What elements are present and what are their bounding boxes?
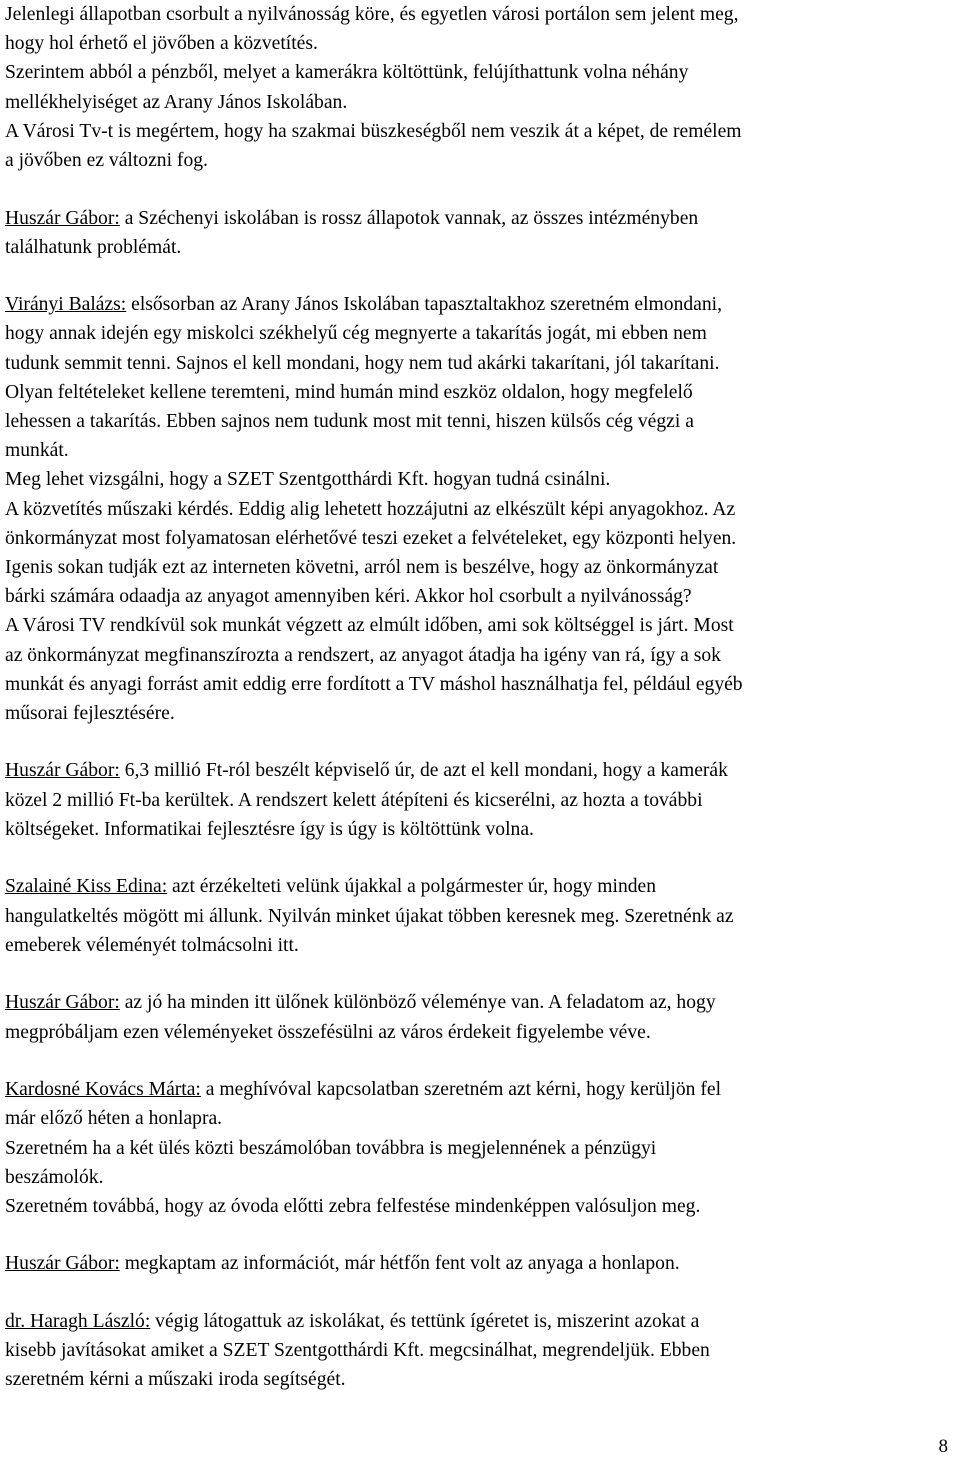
speaker-name: Szalainé Kiss Edina: [5, 876, 168, 898]
text-line: már előző héten a honlapra. [5, 1108, 223, 1130]
text-line: önkormányzat most folyamatosan elérhetővé teszi ezeket a felvételeket, egy központi helyen. [5, 527, 737, 549]
text-line [5, 1075, 955, 1104]
text-line: közel 2 millió Ft-ba kerültek. A rendszert kelett átépíteni és kicserélni, az hozta a további [5, 789, 703, 811]
text-line [5, 1307, 955, 1336]
text-line: szeretném kérni a műszaki iroda segítségét. [5, 1369, 346, 1391]
text-line: Igenis sokan tudják ezt az interneten követni, arról nem is beszélve, hogy az önkormányzat [5, 556, 719, 578]
speaker-name: Huszár Gábor: [5, 1253, 120, 1275]
speech-text: a Széchenyi iskolában is rossz állapotok vannak, az összes intézményben [119, 207, 699, 229]
text-line: mellékhelyiséget az Arany János Iskolában. [5, 91, 348, 113]
text-line: Olyan feltételeket kellene teremteni, mind humán mind eszköz oldalon, hogy megfelelő [5, 381, 693, 403]
speech-text: 6,3 millió Ft-ról beszélt képviselő úr, de azt el kell mondani, hogy a kamerák [119, 760, 728, 782]
text-line: A Városi Tv-t is megértem, hogy ha szakmai büszkeségből nem veszik át a képet, de remélem [5, 120, 742, 142]
text-line: hangulatkeltés mögött mi állunk. Nyilván minket újakat többen keresnek meg. Szeretnénk az [5, 905, 734, 927]
text-line [5, 204, 955, 233]
text-line: kisebb javításokat amiket a SZET Szentgotthárdi Kft. megcsinálhat, megrendeljük. Ebben [5, 1340, 710, 1362]
text-line: A Városi TV rendkívül sok munkát végzett az elmúlt időben, ami sok költséggel is járt. Most [5, 615, 734, 637]
speech-text: végig látogattuk az iskolákat, és tettünk ígéretet is, miszerint azokat a [150, 1311, 700, 1333]
text-line: Szeretném ha a két ülés közti beszámolóban továbbra is megjelennének a pénzügyi [5, 1137, 657, 1159]
paragraph-gap [5, 728, 955, 756]
text-line [5, 988, 955, 1017]
speaker-name: Huszár Gábor: [5, 207, 120, 229]
text-line [5, 756, 955, 785]
speaker-name: Huszár Gábor: [5, 992, 120, 1014]
text-line: munkát. [5, 440, 69, 462]
text-line: a jövőben ez változni fog. [5, 149, 208, 171]
text-line: találhatunk problémát. [5, 236, 182, 258]
text-line: hogy annak idején egy miskolci székhelyű cég megnyerte a takarítás jogát, mi ebben nem [5, 323, 707, 345]
page-number: 8 [938, 1436, 948, 1457]
paragraph-gap [5, 960, 955, 988]
text-line: Jelenlegi állapotban csorbult a nyilvánosság köre, és egyetlen városi portálon sem jelent meg, [5, 4, 739, 25]
text-line: Szerintem abból a pénzből, melyet a kamerákra költöttünk, felújíthattunk volna néhány [5, 62, 689, 84]
paragraph-gap [5, 1221, 955, 1249]
paragraph-gap [5, 844, 955, 872]
text-line: költségeket. Informatikai fejlesztésre így is úgy is költöttünk volna. [5, 818, 534, 840]
text-line [5, 872, 955, 901]
speech-text: azt érzékelteti velünk újakkal a polgármester úr, hogy minden [167, 876, 657, 898]
text-line: hogy hol érhető el jövőben a közvetítés. [5, 33, 318, 55]
paragraph-gap [5, 175, 955, 203]
text-line: tudunk semmit tenni. Sajnos el kell mondani, hogy nem tud akárki takarítani, jól takarítani. [5, 352, 720, 374]
text-line [5, 290, 955, 319]
speaker-name: Kardosné Kovács Márta: [5, 1079, 201, 1101]
text-line: A közvetítés műszaki kérdés. Eddig alig lehetett hozzájutni az elkészült képi anyagokhoz. Az [5, 498, 736, 520]
text-line: beszámolók. [5, 1166, 104, 1188]
speech-text: a meghívóval kapcsolatban szeretném azt kérni, hogy kerüljön fel [200, 1079, 722, 1101]
text-line: műsorai fejlesztésére. [5, 702, 175, 724]
text-line: emeberek véleményét tolmácsolni itt. [5, 934, 299, 956]
document-body [5, 0, 955, 1395]
speaker-name: Huszár Gábor: [5, 760, 120, 782]
text-line: megpróbáljam ezen véleményeket összefésülni az város érdekeit figyelembe véve. [5, 1021, 651, 1043]
text-line [5, 1249, 955, 1278]
speech-text: elsősorban az Arany János Iskolában tapasztaltakhoz szeretném elmondani, [126, 294, 723, 316]
paragraph-gap [5, 1279, 955, 1307]
text-line: Szeretném továbbá, hogy az óvoda előtti zebra felfestése mindenképpen valósuljon meg. [5, 1195, 701, 1217]
paragraph-gap [5, 1047, 955, 1075]
speaker-name: Haragh László: [30, 1311, 151, 1333]
text-line: munkát és anyagi forrást amit eddig erre fordított a TV máshol használhatja fel, például egyéb [5, 673, 743, 695]
speaker-name: Virányi Balázs: [5, 294, 127, 316]
text-line: az önkormányzat megfinanszírozta a rendszert, az anyagot átadja ha igény van rá, így a sok [5, 644, 721, 666]
text-line: lehessen a takarítás. Ebben sajnos nem tudunk most mit tenni, hiszen külsős cég végzi a [5, 411, 694, 433]
paragraph-gap [5, 262, 955, 290]
text-line: bárki számára odaadja az anyagot amennyiben kéri. Akkor hol csorbult a nyilvánosság? [5, 586, 692, 608]
speech-text: megkaptam az információt, már hétfőn fent volt az anyaga a honlapon. [119, 1253, 680, 1275]
text-line: Meg lehet vizsgálni, hogy a SZET Szentgotthárdi Kft. hogyan tudná csinálni. [5, 469, 611, 491]
speech-text: az jó ha minden itt ülőnek különböző véleménye van. A feladatom az, hogy [119, 992, 716, 1014]
speaker-prefix: dr. [5, 1311, 31, 1333]
